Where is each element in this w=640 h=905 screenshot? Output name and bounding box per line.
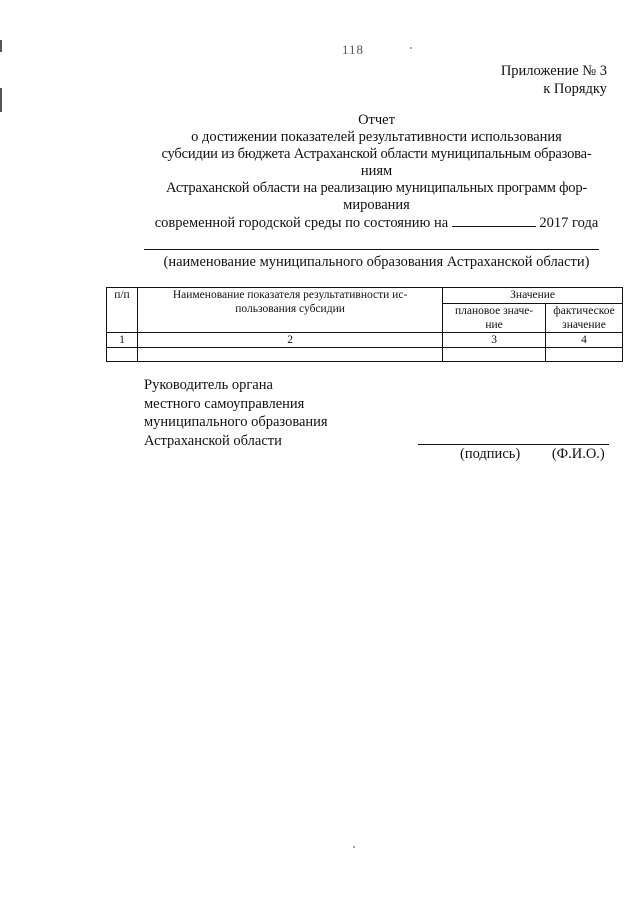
- municipality-blank-line: [144, 249, 599, 250]
- table-cell: 4: [546, 333, 623, 348]
- title-line4: ниям: [360, 163, 393, 179]
- table-cell: [107, 348, 138, 362]
- scan-edge-mark: [0, 88, 2, 112]
- signature-blank-line: [418, 444, 609, 445]
- table-cell: [443, 348, 546, 362]
- signatory-line3: муниципального образования: [144, 414, 328, 430]
- appendix-line2: к Порядку: [543, 81, 607, 97]
- header-num: п/п: [107, 288, 138, 333]
- title-line6: мирования: [343, 197, 410, 213]
- full-name-label: (Ф.И.О.): [551, 446, 605, 462]
- header-indicator-name: [137, 288, 442, 333]
- report-title: [130, 112, 623, 232]
- signatory-block: [144, 376, 328, 450]
- signature-label: (подпись): [460, 446, 521, 462]
- table-cell: 3: [443, 333, 546, 348]
- table-row-empty: [107, 348, 623, 362]
- table-cell: 1: [107, 333, 138, 348]
- header-value: Значение: [443, 288, 623, 304]
- title-line7: [130, 214, 623, 232]
- table-cell: [546, 348, 623, 362]
- title-line7-suffix: 2017 года: [539, 215, 599, 231]
- signature-caption: [460, 446, 605, 463]
- title-line7-prefix: современной городской среды по состоянию на: [154, 215, 449, 231]
- header-indicator-name-line2: пользования субсидии: [235, 303, 345, 315]
- header-indicator-name-line1: Наименование показателя результативности ис-: [172, 289, 408, 301]
- municipality-caption: (наименование муниципального образования Астраханской области): [163, 254, 590, 270]
- signatory-line2: местного самоуправления: [144, 395, 305, 412]
- date-blank-line: [452, 214, 536, 227]
- appendix-header: [501, 62, 607, 98]
- title-line1: Отчет: [358, 112, 395, 128]
- header-planned-value: [443, 304, 546, 333]
- signatory-line4: Астраханской области: [144, 432, 282, 449]
- table-cell: [137, 348, 442, 362]
- header-planned-line2: ние: [485, 319, 503, 331]
- header-actual-line1: фактическое: [553, 305, 615, 317]
- indicators-table: [106, 287, 623, 362]
- signatory-line1: Руководитель органа: [144, 377, 273, 393]
- table-cell: 2: [137, 333, 442, 348]
- header-actual-line2: значение: [562, 319, 606, 331]
- table-row-index: [107, 333, 623, 348]
- title-line3: субсидии из бюджета Астраханской области муниципальным образова-: [161, 146, 592, 162]
- title-line5: Астраханской области на реализацию муниципальных программ фор-: [165, 180, 588, 196]
- header-actual-value: [546, 304, 623, 333]
- appendix-line1: Приложение № 3: [500, 63, 607, 79]
- header-planned-line1: плановое значе-: [455, 305, 534, 317]
- title-line2: о достижении показателей результативности использования: [191, 129, 562, 145]
- page-number: 118: [341, 42, 365, 57]
- scan-speck: [353, 846, 355, 848]
